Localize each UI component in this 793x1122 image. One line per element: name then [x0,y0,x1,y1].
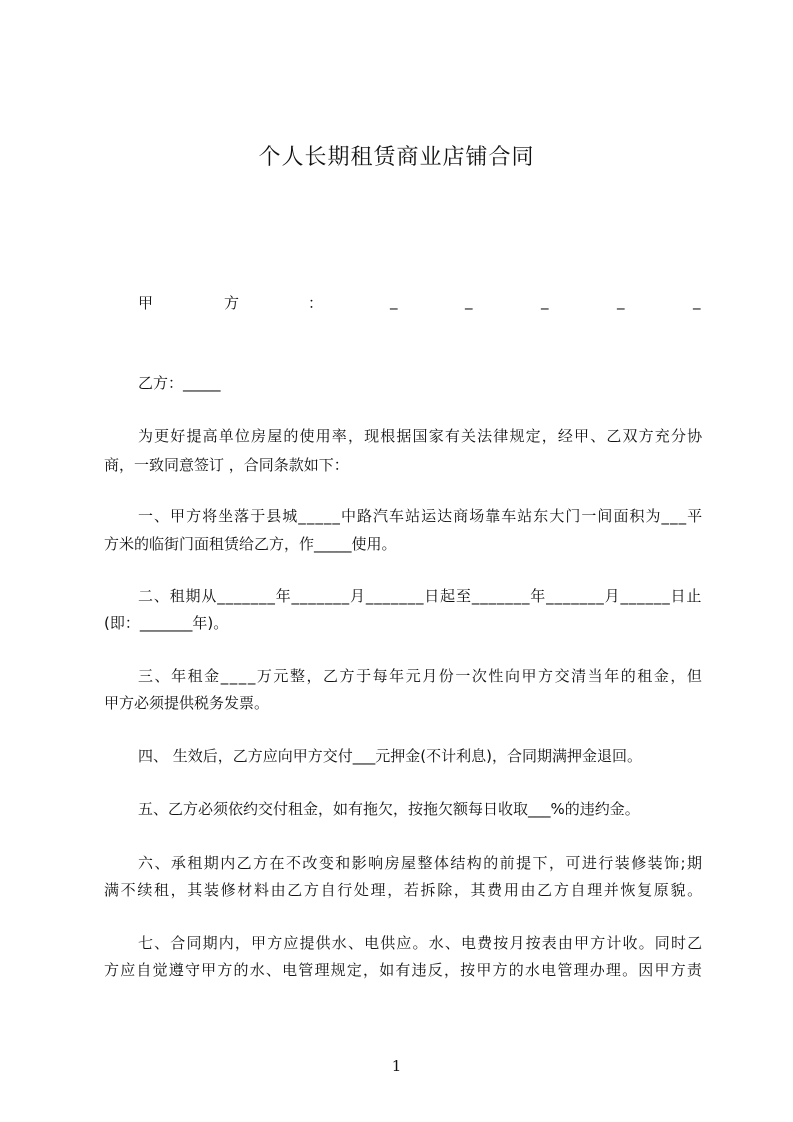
paragraph-line: (即：_______年)。 [104,614,229,632]
paragraph-line: 满不续租，其装修材料由乙方自行处理，若拆除，其费用由乙方自理并恢复原貌。 [104,881,704,899]
paragraph-line: 为更好提高单位房屋的使用率，现根据国家有关法律规定，经甲、乙双方充分协 [138,427,704,445]
paragraph-line: 三、年租金____万元整，乙方于每年元月份一次性向甲方交清当年的租金，但 [138,667,704,685]
paragraph-line: 方应自觉遵守甲方的水、电管理规定，如有违反，按甲方的水电管理办理。因甲方责 [104,961,704,979]
party-a-blank: _ [541,292,549,310]
paragraph-line: 甲方必须提供税务发票。 [104,694,270,712]
paragraph-line: 六、承租期内乙方在不改变和影响房屋整体结构的前提下，可进行装修装饰;期 [138,854,704,872]
paragraph-line: 方米的临街门面租赁给乙方，作_____使用。 [104,535,397,553]
party-a-label-char: 方 [224,294,240,312]
party-a-blank: _ [390,292,398,310]
page-number: 1 [391,1057,402,1075]
paragraph-line: 二、租期从_______年_______月_______日起至_______年_______月______日止 [138,587,703,605]
paragraph-line: 七、合同期内，甲方应提供水、电供应。水、电费按月按表由甲方计收。同时乙 [138,934,704,952]
party-a-blank: _ [465,292,473,310]
party-a-line [138,292,702,316]
party-a-blank: _ [617,292,625,310]
paragraph-line: 四、 生效后，乙方应向甲方交付___元押金(不计利息)，合同期满押金退回。 [138,747,642,765]
paragraph-line: 五、乙方必须依约交付租金，如有拖欠，按拖欠额每日收取___%的违约金。 [138,800,640,818]
party-a-colon: ： [308,294,324,312]
party-a-label-char: 甲 [138,294,154,312]
party-b-line: 乙方：_____ [138,374,221,392]
paragraph-line: 商，一致同意签订 ，合同条款如下： [104,456,349,474]
document-title: 个人长期租赁商业店铺合同 [258,145,535,170]
party-a-blank: _ [693,292,701,310]
paragraph-line: 一、甲方将坐落于县城_____中路汽车站运达商场靠车站东大门一间面积为___平 [138,507,704,525]
